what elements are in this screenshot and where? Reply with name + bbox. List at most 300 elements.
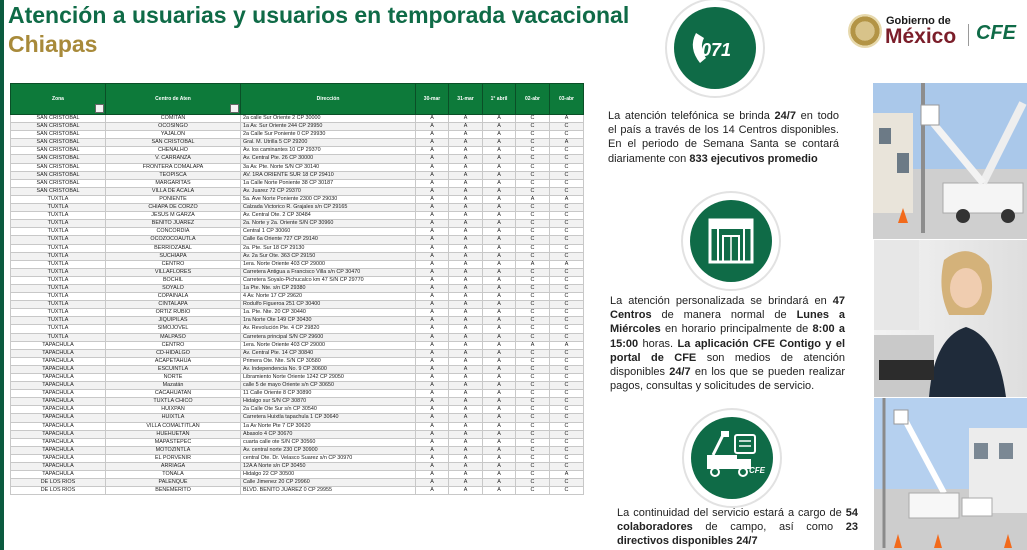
status-cell: A: [449, 115, 483, 123]
status-cell: C: [550, 179, 584, 187]
status-cell: C: [550, 398, 584, 406]
zone-cell: TUXTLA: [11, 236, 106, 244]
phone-service-badge: [667, 0, 763, 96]
center-cell: HUIXTLA: [106, 414, 241, 422]
status-cell: A: [449, 487, 483, 495]
status-cell: C: [550, 163, 584, 171]
address-cell: 1a Pte. Nte. s/n CP 29380: [241, 284, 416, 292]
zone-cell: TUXTLA: [11, 317, 106, 325]
status-cell: A: [483, 438, 516, 446]
zone-cell: TUXTLA: [11, 301, 106, 309]
status-cell: A: [449, 471, 483, 479]
status-cell: A: [449, 212, 483, 220]
status-cell: C: [516, 487, 550, 495]
status-cell: C: [516, 349, 550, 357]
status-cell: A: [416, 179, 449, 187]
page-title: Atención a usuarias y usuarios en temporada vacacional: [8, 2, 630, 28]
center-cell: OCOSINGO: [106, 123, 241, 131]
status-cell: C: [516, 382, 550, 390]
address-cell: Av. Independencia No. 9 CP 30600: [241, 365, 416, 373]
status-cell: A: [483, 147, 516, 155]
status-cell: A: [483, 268, 516, 276]
zone-cell: TUXTLA: [11, 252, 106, 260]
phone-071-icon: [674, 7, 756, 89]
status-cell: C: [550, 463, 584, 471]
phone-service-paragraph: La atención telefónica se brinda 24/7 en todo el país a través de los 14 Centros disponibles. En el periodo de Semana Santa se contará diariamente con 833 ejecutivos promedio: [608, 110, 839, 165]
service-centers-table: [10, 83, 584, 495]
status-cell: A: [416, 446, 449, 454]
center-cell: CONCORDIA: [106, 228, 241, 236]
status-cell: C: [550, 349, 584, 357]
status-cell: A: [483, 487, 516, 495]
status-cell: C: [516, 471, 550, 479]
center-cell: PALENQUE: [106, 479, 241, 487]
center-cell: CHIAPA DE CORZO: [106, 204, 241, 212]
status-cell: A: [449, 131, 483, 139]
table-row: [11, 195, 584, 203]
center-cell: MAPASTEPEC: [106, 438, 241, 446]
status-cell: C: [516, 220, 550, 228]
table-row: [11, 293, 584, 301]
table-row: [11, 398, 584, 406]
status-cell: A: [416, 454, 449, 462]
zone-cell: TAPACHULA: [11, 365, 106, 373]
address-cell: 1era. Norte Oriente 403 CP 29000: [241, 341, 416, 349]
address-cell: 11 Calle Oriente 8 CP 30890: [241, 390, 416, 398]
status-cell: A: [483, 252, 516, 260]
status-cell: C: [516, 276, 550, 284]
status-cell: C: [516, 268, 550, 276]
status-cell: C: [550, 454, 584, 462]
status-cell: A: [416, 365, 449, 373]
address-cell: AV. 1RA ORIENTE SUR 18 CP 29410: [241, 171, 416, 179]
status-cell: C: [550, 422, 584, 430]
filter-dropdown-icon[interactable]: [95, 104, 104, 113]
status-cell: A: [449, 438, 483, 446]
status-cell: A: [516, 341, 550, 349]
status-cell: A: [416, 293, 449, 301]
column-header-date: 30-mar: [416, 84, 449, 115]
table-row: [11, 463, 584, 471]
address-cell: Gral. M. Utrilla 5 CP 29200: [241, 139, 416, 147]
zone-cell: SAN CRISTOBAL: [11, 187, 106, 195]
status-cell: C: [516, 406, 550, 414]
status-cell: A: [483, 139, 516, 147]
status-cell: A: [483, 115, 516, 123]
field-crews-photo: [874, 398, 1027, 550]
address-cell: 1era. Norte Oriente 403 CP 29000: [241, 260, 416, 268]
zone-cell: SAN CRISTOBAL: [11, 155, 106, 163]
status-cell: C: [516, 252, 550, 260]
status-cell: A: [449, 341, 483, 349]
table-row: [11, 268, 584, 276]
center-cell: CACAHUATAN: [106, 390, 241, 398]
status-cell: C: [550, 479, 584, 487]
center-cell: OCOZOCOAUTLA: [106, 236, 241, 244]
status-cell: C: [516, 236, 550, 244]
address-cell: 5a. Ave Norte Poniente 2300 CP 29030: [241, 195, 416, 203]
status-cell: C: [550, 123, 584, 131]
status-cell: C: [516, 293, 550, 301]
status-cell: A: [483, 454, 516, 462]
status-cell: A: [483, 406, 516, 414]
status-cell: C: [550, 357, 584, 365]
status-cell: A: [483, 212, 516, 220]
status-cell: A: [449, 446, 483, 454]
table-row: [11, 179, 584, 187]
address-cell: Primera Ote. Nte. S/N CP 30580: [241, 357, 416, 365]
status-cell: C: [550, 284, 584, 292]
zone-cell: TUXTLA: [11, 276, 106, 284]
address-cell: 2a. Norte y 2a. Oriente S/N CP 30960: [241, 220, 416, 228]
address-cell: 3a Av. Pte. Norte S/N CP 30140: [241, 163, 416, 171]
status-cell: A: [416, 398, 449, 406]
table-row: [11, 187, 584, 195]
address-cell: BLVD. BENITO JUAREZ 0 CP 29955: [241, 487, 416, 495]
field-service-badge: [684, 410, 780, 506]
zone-cell: TUXTLA: [11, 309, 106, 317]
status-cell: C: [516, 163, 550, 171]
status-cell: C: [516, 139, 550, 147]
address-cell: Central 1 CP 30060: [241, 228, 416, 236]
column-header-date: 1° abril: [483, 84, 516, 115]
status-cell: A: [550, 139, 584, 147]
status-cell: C: [550, 171, 584, 179]
status-cell: A: [550, 341, 584, 349]
status-cell: C: [516, 463, 550, 471]
status-cell: A: [416, 276, 449, 284]
status-cell: A: [483, 244, 516, 252]
status-cell: A: [483, 382, 516, 390]
status-cell: C: [550, 252, 584, 260]
status-cell: A: [483, 260, 516, 268]
column-header-centro[interactable]: Centro de Aten: [106, 84, 241, 115]
center-cell: Mazatán: [106, 382, 241, 390]
table-row: [11, 276, 584, 284]
status-cell: A: [483, 365, 516, 373]
status-cell: A: [483, 204, 516, 212]
address-cell: 2a. Pte. Sur 18 CP 29130: [241, 244, 416, 252]
status-cell: A: [483, 414, 516, 422]
status-cell: C: [550, 390, 584, 398]
status-cell: A: [449, 357, 483, 365]
center-cell: BENEMERITO: [106, 487, 241, 495]
zone-cell: TAPACHULA: [11, 430, 106, 438]
zone-cell: TUXTLA: [11, 293, 106, 301]
center-cell: SIMOJOVEL: [106, 325, 241, 333]
address-cell: Abasolo 4 CP 30670: [241, 430, 416, 438]
status-cell: A: [416, 236, 449, 244]
table-row: [11, 147, 584, 155]
status-cell: A: [449, 236, 483, 244]
zone-cell: SAN CRISTOBAL: [11, 179, 106, 187]
center-cell: CENTRO: [106, 260, 241, 268]
address-cell: 4 Av. Norte 17 CP 29620: [241, 293, 416, 301]
status-cell: A: [449, 195, 483, 203]
status-cell: A: [483, 341, 516, 349]
status-cell: A: [449, 260, 483, 268]
center-cell: ORTIZ RUBIO: [106, 309, 241, 317]
status-cell: A: [416, 325, 449, 333]
status-cell: C: [516, 244, 550, 252]
status-cell: C: [550, 147, 584, 155]
table-row: [11, 220, 584, 228]
status-cell: A: [416, 131, 449, 139]
status-cell: A: [416, 349, 449, 357]
status-cell: C: [516, 155, 550, 163]
address-cell: 1a Av. Sur Oriente 244 CP 29950: [241, 123, 416, 131]
status-cell: C: [550, 382, 584, 390]
center-cell: BERRIOZABAL: [106, 244, 241, 252]
left-accent-bar: [0, 0, 4, 550]
center-cell: TEOPISCA: [106, 171, 241, 179]
zone-cell: TAPACHULA: [11, 422, 106, 430]
cfe-truck-label: CFE: [749, 466, 765, 475]
status-cell: A: [449, 317, 483, 325]
table-row: [11, 115, 584, 123]
status-cell: A: [483, 309, 516, 317]
status-cell: A: [483, 357, 516, 365]
table-row: [11, 357, 584, 365]
status-cell: A: [449, 430, 483, 438]
status-cell: A: [483, 179, 516, 187]
center-cell: SAN CRISTOBAL: [106, 139, 241, 147]
status-cell: A: [416, 317, 449, 325]
table-row: [11, 374, 584, 382]
status-cell: A: [483, 228, 516, 236]
status-cell: C: [550, 406, 584, 414]
status-cell: A: [416, 406, 449, 414]
status-cell: C: [516, 454, 550, 462]
status-cell: C: [550, 212, 584, 220]
status-cell: C: [516, 374, 550, 382]
status-cell: A: [483, 123, 516, 131]
status-cell: A: [416, 195, 449, 203]
status-cell: A: [449, 349, 483, 357]
page-subtitle: Chiapas: [8, 31, 98, 57]
zone-cell: TAPACHULA: [11, 463, 106, 471]
address-cell: Av. central norte 230 CP 30900: [241, 446, 416, 454]
status-cell: A: [416, 284, 449, 292]
zone-cell: TUXTLA: [11, 212, 106, 220]
center-cell: MARGARITAS: [106, 179, 241, 187]
center-cell: ARRIAGA: [106, 463, 241, 471]
status-cell: A: [449, 414, 483, 422]
status-cell: A: [483, 471, 516, 479]
center-cell: ESCUINTLA: [106, 365, 241, 373]
center-cell: VILLAFLORES: [106, 268, 241, 276]
center-cell: COMITAN: [106, 115, 241, 123]
status-cell: A: [416, 123, 449, 131]
status-cell: A: [483, 284, 516, 292]
status-cell: A: [449, 187, 483, 195]
filter-dropdown-icon[interactable]: [230, 104, 239, 113]
center-cell: JESUS M GARZA: [106, 212, 241, 220]
table-row: [11, 406, 584, 414]
status-cell: A: [483, 374, 516, 382]
status-cell: A: [483, 398, 516, 406]
status-cell: A: [483, 479, 516, 487]
cfe-logo: CFE: [976, 22, 1016, 44]
office-service-badge: [683, 193, 779, 289]
status-cell: A: [483, 276, 516, 284]
table-row: [11, 236, 584, 244]
status-cell: A: [449, 463, 483, 471]
status-cell: A: [416, 204, 449, 212]
address-cell: Hidalgo 22 CP 30500: [241, 471, 416, 479]
status-cell: A: [416, 139, 449, 147]
center-cell: MOTOZINTLA: [106, 446, 241, 454]
status-cell: A: [416, 463, 449, 471]
status-cell: C: [516, 212, 550, 220]
table-row: [11, 325, 584, 333]
table-row: [11, 454, 584, 462]
zone-cell: SAN CRISTOBAL: [11, 171, 106, 179]
center-cell: BENITO JUAREZ: [106, 220, 241, 228]
status-cell: A: [483, 163, 516, 171]
status-cell: C: [550, 187, 584, 195]
zone-cell: TAPACHULA: [11, 398, 106, 406]
gobierno-logo-line2: México: [885, 25, 957, 48]
status-cell: C: [550, 293, 584, 301]
center-cell: TONALA: [106, 471, 241, 479]
status-cell: A: [449, 179, 483, 187]
status-cell: C: [550, 220, 584, 228]
status-cell: A: [483, 220, 516, 228]
table-row: [11, 155, 584, 163]
status-cell: A: [416, 438, 449, 446]
phone-number-label: 071: [700, 40, 732, 60]
address-cell: 1a Av Norte Pte 7 CP 30620: [241, 422, 416, 430]
address-cell: Av. Central Pte. 14 CP 30840: [241, 349, 416, 357]
zone-cell: TAPACHULA: [11, 454, 106, 462]
table-row: [11, 244, 584, 252]
center-cell: V. CARRANZA: [106, 155, 241, 163]
center-cell: HUIXPAN: [106, 406, 241, 414]
address-cell: Av. Central Ote. 2 CP 30484: [241, 212, 416, 220]
address-cell: Carretera Soyalo-Pichucalco km 47 S/N CP 29770: [241, 276, 416, 284]
table-row: [11, 228, 584, 236]
table-row: [11, 163, 584, 171]
zone-cell: TUXTLA: [11, 333, 106, 341]
status-cell: A: [449, 325, 483, 333]
status-cell: C: [516, 398, 550, 406]
status-cell: A: [449, 228, 483, 236]
table-header-row: [11, 84, 584, 115]
zone-cell: TAPACHULA: [11, 438, 106, 446]
status-cell: A: [449, 284, 483, 292]
status-cell: A: [550, 115, 584, 123]
status-cell: A: [416, 115, 449, 123]
status-cell: A: [449, 252, 483, 260]
status-cell: A: [449, 479, 483, 487]
address-cell: Hidalgo sur S/N CP 30870: [241, 398, 416, 406]
status-cell: C: [516, 228, 550, 236]
address-cell: 2a calle Sur Oriente 2 CP 30000: [241, 115, 416, 123]
status-cell: A: [449, 147, 483, 155]
address-cell: 12A A Norte s/n CP 30450: [241, 463, 416, 471]
status-cell: A: [416, 487, 449, 495]
field-service-paragraph: La continuidad del servicio estará a cargo de 54 colaboradores de campo, así como 23 directivos disponibles 24/7: [617, 507, 858, 548]
address-cell: Libramiento Norte Oriente 1242 CP 29050: [241, 374, 416, 382]
status-cell: A: [449, 422, 483, 430]
zone-cell: DE LOS RIOS: [11, 487, 106, 495]
zone-cell: SAN CRISTOBAL: [11, 139, 106, 147]
status-cell: C: [516, 479, 550, 487]
status-cell: A: [449, 155, 483, 163]
address-cell: Av. Juarez 72 CP 29370: [241, 187, 416, 195]
status-cell: C: [550, 414, 584, 422]
center-cell: BOCHIL: [106, 276, 241, 284]
address-cell: Calle Jimenez 20 CP 29960: [241, 479, 416, 487]
personal-service-paragraph: La atención personalizada se brindará en 47 Centros de manera normal de Lunes a Miércoles en horario principalmente de 8:00 a 15:00 horas. La aplicación CFE Contigo y el portal de CFE son medios de atención disponibles 24/7 en los que se pueden realizar pagos, consultas y solicitudes de servicio.: [610, 295, 846, 393]
center-cell: SUCHIAPA: [106, 252, 241, 260]
zone-cell: TAPACHULA: [11, 382, 106, 390]
status-cell: C: [550, 333, 584, 341]
status-cell: A: [416, 414, 449, 422]
status-cell: A: [416, 301, 449, 309]
zone-cell: TAPACHULA: [11, 341, 106, 349]
status-cell: C: [516, 365, 550, 373]
status-cell: A: [449, 454, 483, 462]
status-cell: A: [416, 430, 449, 438]
table-row: [11, 284, 584, 292]
center-cell: NORTE: [106, 374, 241, 382]
address-cell: 2a Calle Ote Sur s/n CP 30540: [241, 406, 416, 414]
status-cell: C: [516, 333, 550, 341]
zone-cell: TAPACHULA: [11, 349, 106, 357]
status-cell: C: [516, 414, 550, 422]
status-cell: A: [516, 260, 550, 268]
status-cell: C: [516, 147, 550, 155]
status-cell: A: [449, 276, 483, 284]
status-cell: C: [550, 438, 584, 446]
service-truck-icon: [691, 417, 773, 499]
zone-cell: TUXTLA: [11, 195, 106, 203]
status-cell: C: [550, 317, 584, 325]
status-cell: A: [416, 309, 449, 317]
status-cell: A: [483, 236, 516, 244]
status-cell: C: [550, 325, 584, 333]
table-row: [11, 438, 584, 446]
status-cell: A: [449, 268, 483, 276]
zone-cell: TAPACHULA: [11, 446, 106, 454]
zone-cell: TUXTLA: [11, 228, 106, 236]
status-cell: A: [449, 398, 483, 406]
status-cell: C: [516, 438, 550, 446]
table-row: [11, 446, 584, 454]
status-cell: C: [516, 390, 550, 398]
zone-cell: DE LOS RIOS: [11, 479, 106, 487]
status-cell: A: [416, 147, 449, 155]
column-header-zona[interactable]: Zona: [11, 84, 106, 115]
national-seal-icon: [848, 14, 882, 48]
status-cell: A: [483, 333, 516, 341]
zone-cell: TUXTLA: [11, 325, 106, 333]
status-cell: A: [416, 220, 449, 228]
status-cell: C: [516, 204, 550, 212]
center-cell: CD-HIDALGO: [106, 349, 241, 357]
status-cell: C: [516, 131, 550, 139]
status-cell: A: [416, 260, 449, 268]
address-cell: Av. Central Pte. 26 CP 30000: [241, 155, 416, 163]
center-cell: CINTALAPA: [106, 301, 241, 309]
status-cell: C: [550, 276, 584, 284]
office-building-icon: [690, 200, 772, 282]
status-cell: A: [449, 365, 483, 373]
status-cell: A: [416, 357, 449, 365]
address-cell: Rodulfo Figueroa 251 CP 30400: [241, 301, 416, 309]
